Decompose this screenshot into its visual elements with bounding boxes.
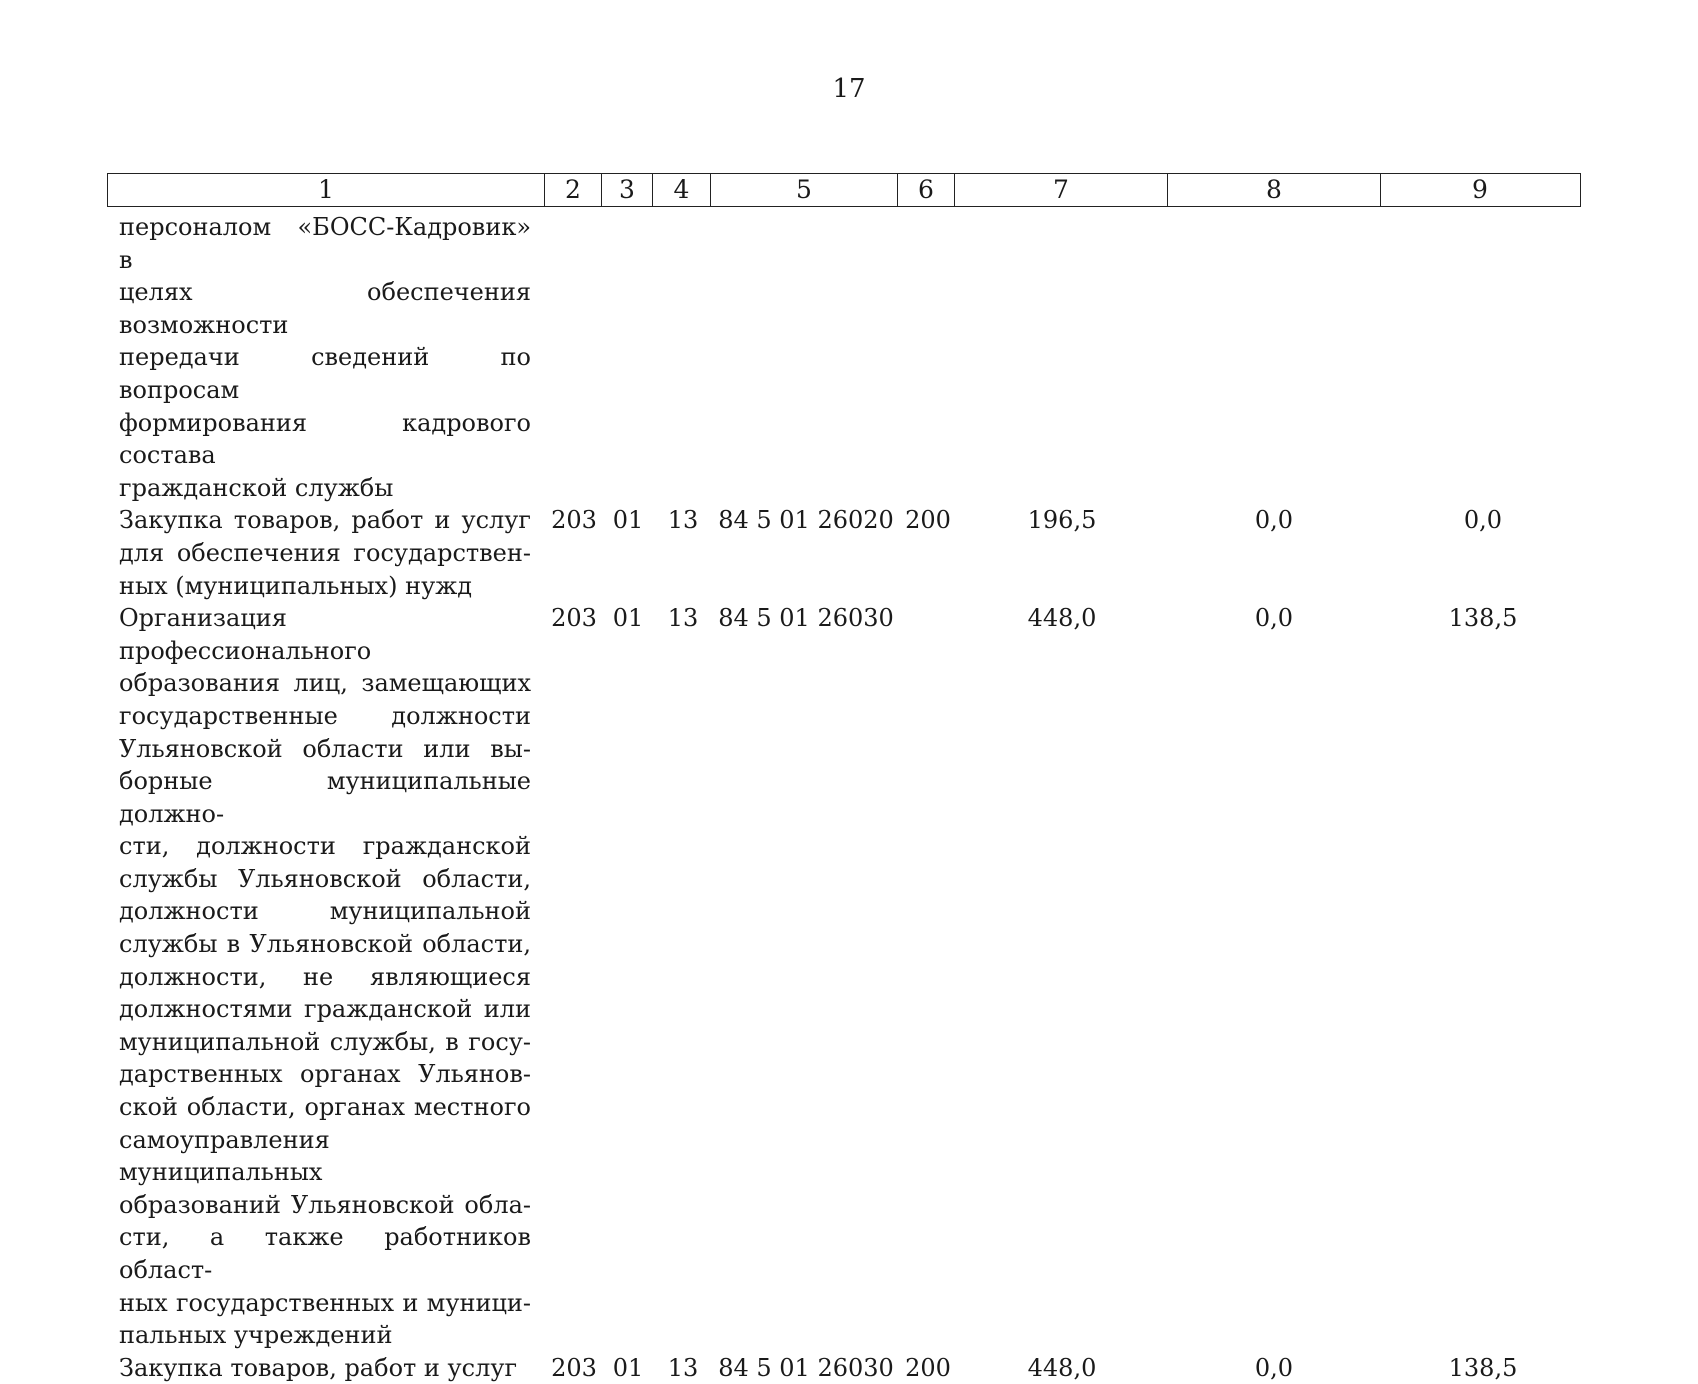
description-line: для обеспечения государствен- (119, 538, 531, 567)
row-description (119, 602, 531, 1352)
cell-col-5: 84 5 01 26030 (718, 604, 894, 633)
cell-col-9: 0,0 (1463, 506, 1503, 535)
cell-col-4: 13 (667, 1353, 699, 1382)
header-col-1: 1 (108, 174, 545, 206)
cell-col-8: 0,0 (1254, 506, 1294, 535)
description-line: сти, должности гражданской (119, 832, 531, 861)
description-line: дарственных органах Ульянов- (119, 1060, 531, 1089)
description-line: должности, не являющиеся (119, 962, 531, 991)
description-line: образований Ульяновской обла- (119, 1190, 531, 1219)
cell-col-5: 84 5 01 26030 (718, 1353, 894, 1382)
table-header (107, 173, 1581, 207)
description-line: Ульяновской области или вы- (119, 734, 531, 763)
page-number: 17 (832, 74, 866, 104)
cell-col-7: 196,5 (1027, 506, 1097, 535)
cell-col-9: 138,5 (1448, 1353, 1518, 1382)
description-line: передачи сведений по вопросам (119, 343, 531, 404)
cell-col-3: 01 (612, 1353, 644, 1382)
description-line: гражданской службы (119, 473, 394, 502)
header-col-7: 7 (955, 174, 1168, 206)
description-line: Закупка товаров, работ и услуг (119, 1353, 518, 1382)
header-col-6: 6 (898, 174, 955, 206)
row-description (119, 504, 531, 602)
header-col-5: 5 (711, 174, 898, 206)
description-line: целях обеспечения возможности (119, 278, 531, 339)
description-line: Закупка товаров, работ и услуг (119, 506, 531, 535)
cell-col-7: 448,0 (1027, 604, 1097, 633)
table-body (0, 211, 1698, 1384)
description-line: персоналом «БОСС-Кадровик» в (119, 213, 531, 274)
cell-col-2: 203 (551, 506, 597, 535)
table-row (0, 504, 1698, 602)
table-row (0, 1352, 1698, 1384)
description-line: службы в Ульяновской области, (119, 930, 531, 959)
description-line: формирования кадрового состава (119, 408, 531, 470)
table-row (0, 211, 1698, 504)
cell-col-6: 200 (905, 1353, 951, 1382)
cell-col-3: 01 (612, 604, 644, 633)
cell-col-4: 13 (667, 604, 699, 633)
cell-col-6: 200 (905, 506, 951, 535)
description-line: самоуправления муниципальных (119, 1125, 330, 1187)
description-line: муниципальной службы, в госу- (119, 1027, 531, 1056)
description-line: ской области, органах местного (119, 1093, 531, 1122)
header-col-8: 8 (1168, 174, 1381, 206)
description-line: борные муниципальные должно- (119, 767, 531, 828)
description-line: Организация профессионального (119, 604, 372, 665)
cell-col-2: 203 (551, 1353, 597, 1382)
cell-col-9: 138,5 (1448, 604, 1518, 633)
header-col-9: 9 (1472, 175, 1488, 204)
cell-col-4: 13 (667, 506, 699, 535)
description-line: ных (муниципальных) нужд (119, 571, 473, 600)
header-col-4: 4 (653, 174, 711, 206)
row-description (119, 1352, 531, 1384)
header-col-2: 2 (545, 174, 602, 206)
description-line: ных государственных и муници- (119, 1288, 531, 1317)
description-line: сти, а также работников област- (119, 1223, 531, 1284)
row-description (119, 211, 531, 504)
cell-col-3: 01 (612, 506, 644, 535)
cell-col-8: 0,0 (1254, 1353, 1294, 1382)
cell-col-7: 448,0 (1027, 1353, 1097, 1382)
cell-col-2: 203 (551, 604, 597, 633)
cell-col-8: 0,0 (1254, 604, 1294, 633)
cell-col-5: 84 5 01 26020 (718, 506, 894, 535)
header-col-3: 3 (602, 174, 653, 206)
description-line: службы Ульяновской области, (119, 864, 531, 893)
description-line: пальных учреждений (119, 1321, 393, 1350)
description-line: должности муниципальной (119, 897, 531, 926)
description-line: государственные должности (119, 701, 531, 730)
table-row (0, 602, 1698, 1352)
description-line: образования лиц, замещающих (119, 669, 531, 698)
description-line: должностями гражданской или (119, 995, 531, 1024)
